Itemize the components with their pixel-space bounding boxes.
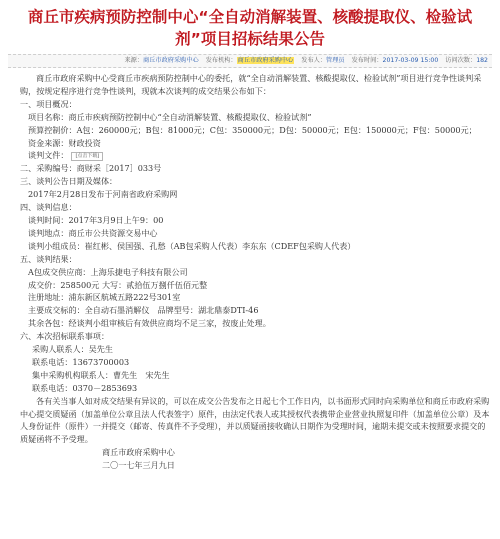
meta-visits-count: 182 [476, 57, 488, 64]
deal-price: 成交价：258500元 大写：贰拾伍万捌仟伍佰元整 [28, 279, 208, 290]
negotiation-place: 谈判地点：商丘市公共资源交易中心 [28, 227, 158, 238]
tender-document: 谈判文件： [点击下载] [20, 149, 490, 162]
other-lots: 其余各包：经谈判小组审核后有效供应商均不足三家，按废止处理。 [28, 318, 271, 329]
signature-date: 二〇一七年三月九日 [102, 460, 175, 471]
meta-visits: 访问次数：182 [445, 57, 488, 64]
section-heading: 三、谈判公告日期及媒体： [20, 176, 118, 187]
budget-line: 预算控制价：A包：260000元；B包：81000元；C包：350000元；D包：50000元；E包：150000元；F包：50000元； [28, 124, 477, 135]
objection-notice: 各有关当事人如对成交结果有异议的，可以在成交公告发布之日起七个工作日内，以书面形式同时向采购单位和商丘市政府采购中心提交质疑函（加盖单位公章且法人代表签字）原件，由法定代表人或其授权代表携带企业营业执照复印件（加盖单位公章）及本人身份证件（原件）一并提交（邮寄、传真件不予受理），并以质疑函接收确认日期作为受理时间，逾期未提交或未按照要求提交的质疑函将不予受理。 [20, 395, 490, 445]
page-title: 商丘市疾病预防控制中心“全自动消解装置、核酸提取仪、检验试剂”项目招标结果公告 [27, 8, 473, 48]
meta-author: 发布人：管理员 [301, 57, 345, 64]
signature-org: 商丘市政府采购中心 [102, 447, 175, 458]
project-name: 项目名称：商丘市疾病预防控制中心“全自动消解装置、核酸提取仪、检验试剂” [28, 111, 312, 122]
section-heading: 五、谈判结果： [20, 253, 77, 264]
meta-publisher: 发布机构：商丘市政府采购中心 [205, 57, 294, 64]
section-heading: 一、项目概况： [20, 98, 77, 109]
meta-time-value: 2017-03-09 15:00 [382, 57, 439, 64]
buyer-phone: 联系电话：13673700003 [32, 356, 130, 367]
procurement-number: 二、采购编号：商财采［2017］033号 [20, 163, 162, 174]
intro-paragraph: 商丘市政府采购中心受商丘市疾病预防控制中心的委托，就“全自动消解装置、核酸提取仪、检验试剂”项目进行竞争性谈判采购，按规定程序进行竞争性谈判，现就本次谈判的成交结果公布如下： [20, 73, 482, 96]
meta-time: 发布时间：2017-03-09 15:00 [351, 57, 439, 64]
meta-source: 来源：商丘市政府采购中心 [124, 57, 199, 64]
section-heading: 四、谈判信息： [20, 202, 77, 213]
section-heading: 六、本次招标联系事项： [20, 331, 110, 342]
negotiation-time: 谈判时间：2017年3月9日上午9：00 [28, 214, 164, 225]
fund-source: 资金来源：财政投资 [28, 137, 101, 148]
buyer-contact: 采购人联系人：吴先生 [32, 344, 113, 355]
registered-address: 注册地址：浦东新区航城五路222号301室 [28, 292, 181, 303]
agency-contact: 集中采购机构联系人：曹先生 宋先生 [32, 369, 170, 380]
meta-source-link[interactable]: 商丘市政府采购中心 [143, 57, 199, 64]
download-link[interactable]: [点击下载] [71, 152, 103, 161]
article-meta-bar [8, 54, 492, 68]
announcement-date: 2017年2月28日发布于河南省政府采购网 [28, 189, 178, 200]
panel-members: 谈判小组成员：崔红彬、侯国强、孔愁（AB包采购人代表）李东东（CDEF包采购人代表） [28, 240, 356, 251]
meta-author-link[interactable]: 管理员 [326, 57, 345, 64]
agency-phone: 联系电话：0370－2853693 [32, 382, 138, 393]
article-body [0, 68, 500, 472]
meta-publisher-link[interactable]: 商丘市政府采购中心 [237, 57, 294, 64]
winning-supplier: A包成交供应商：上海乐捷电子科技有限公司 [28, 266, 188, 277]
main-goods: 主要成交标的：全自动石墨消解仪 品牌型号：湖北鼎泰DTI-46 [28, 305, 259, 316]
